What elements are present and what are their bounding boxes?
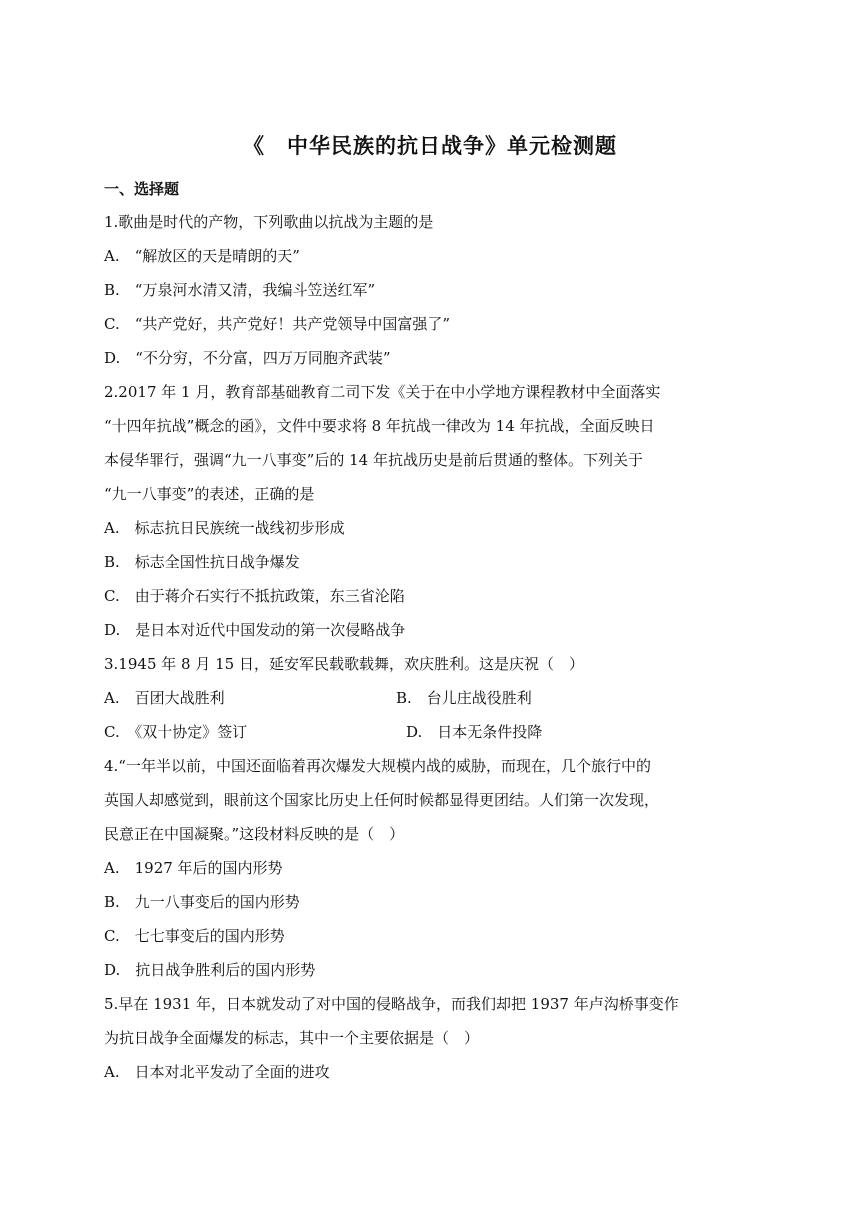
- option-b: B. 台儿庄战役胜利: [396, 689, 532, 707]
- option-row: [104, 715, 764, 749]
- option-c: C. 七七事变后的国内形势: [104, 927, 285, 945]
- question-stem-line: 民意正在中国凝聚。”这段材料反映的是（ ）: [104, 825, 405, 843]
- question-1: [104, 205, 764, 375]
- option-d: D. 是日本对近代中国发动的第一次侵略战争: [104, 621, 406, 639]
- question-2: [104, 375, 764, 647]
- section-heading: 一、选择题: [104, 180, 180, 198]
- option-c: C. 《双十协定》签订: [104, 723, 248, 741]
- question-stem: 1.歌曲是时代的产物，下列歌曲以抗战为主题的是: [104, 213, 434, 231]
- option-a: A. 标志抗日民族统一战线初步形成: [104, 519, 345, 537]
- question-stem-line: “十四年抗战”概念的函》，文件中要求将 8 年抗战一律改为 14 年抗战，全面反映日: [104, 417, 655, 435]
- option-d: D. 日本无条件投降: [406, 723, 543, 741]
- option-c: C. “共产党好，共产党好！共产党领导中国富强了”: [104, 315, 451, 333]
- option-a: A. 1927 年后的国内形势: [104, 859, 283, 877]
- question-stem: 3.1945 年 8 月 15 日，延安军民载歌载舞，欢庆胜利。这是庆祝（ ）: [104, 655, 584, 673]
- option-c: C. 由于蒋介石实行不抵抗政策，东三省沦陷: [104, 587, 405, 605]
- option-b: B. 标志全国性抗日战争爆发: [104, 553, 300, 571]
- question-4: [104, 749, 764, 987]
- question-list: [104, 205, 764, 1089]
- question-5: [104, 987, 764, 1089]
- question-stem-line: 2.2017 年 1 月，教育部基础教育二司下发《关于在中小学地方课程教材中全面落实: [104, 383, 661, 401]
- question-stem-line: 为抗日战争全面爆发的标志，其中一个主要依据是（ ）: [104, 1029, 480, 1047]
- option-b: B. “万泉河水清又清，我编斗笠送红军”: [104, 281, 376, 299]
- question-stem-line: 英国人却感觉到，眼前这个国家比历史上任何时候都显得更团结。人们第一次发现，: [104, 791, 660, 809]
- option-d: D. 抗日战争胜利后的国内形势: [104, 961, 316, 979]
- question-stem-line: 5.早在 1931 年，日本就发动了对中国的侵略战争，而我们却把 1937 年卢沟桥事变作: [104, 995, 679, 1013]
- option-a: A. 日本对北平发动了全面的进攻: [104, 1063, 330, 1081]
- option-d: D. “不分穷，不分富，四万万同胞齐武装”: [104, 349, 391, 367]
- question-stem-line: 4.“一年半以前，中国还面临着再次爆发大规模内战的威胁，而现在，几个旅行中的: [104, 757, 651, 775]
- option-row: [104, 681, 764, 715]
- document-title: 《 中华民族的抗日战争》单元检测题: [243, 134, 617, 158]
- option-b: B. 九一八事变后的国内形势: [104, 893, 300, 911]
- option-a: A. 百团大战胜利: [104, 689, 225, 707]
- question-stem-line: 本侵华罪行，强调“九一八事变”后的 14 年抗战历史是前后贯通的整体。下列关于: [104, 451, 643, 469]
- question-3: [104, 647, 764, 749]
- question-stem-line: “九一八事变”的表述，正确的是: [104, 485, 315, 503]
- option-a: A. “解放区的天是晴朗的天”: [104, 247, 300, 265]
